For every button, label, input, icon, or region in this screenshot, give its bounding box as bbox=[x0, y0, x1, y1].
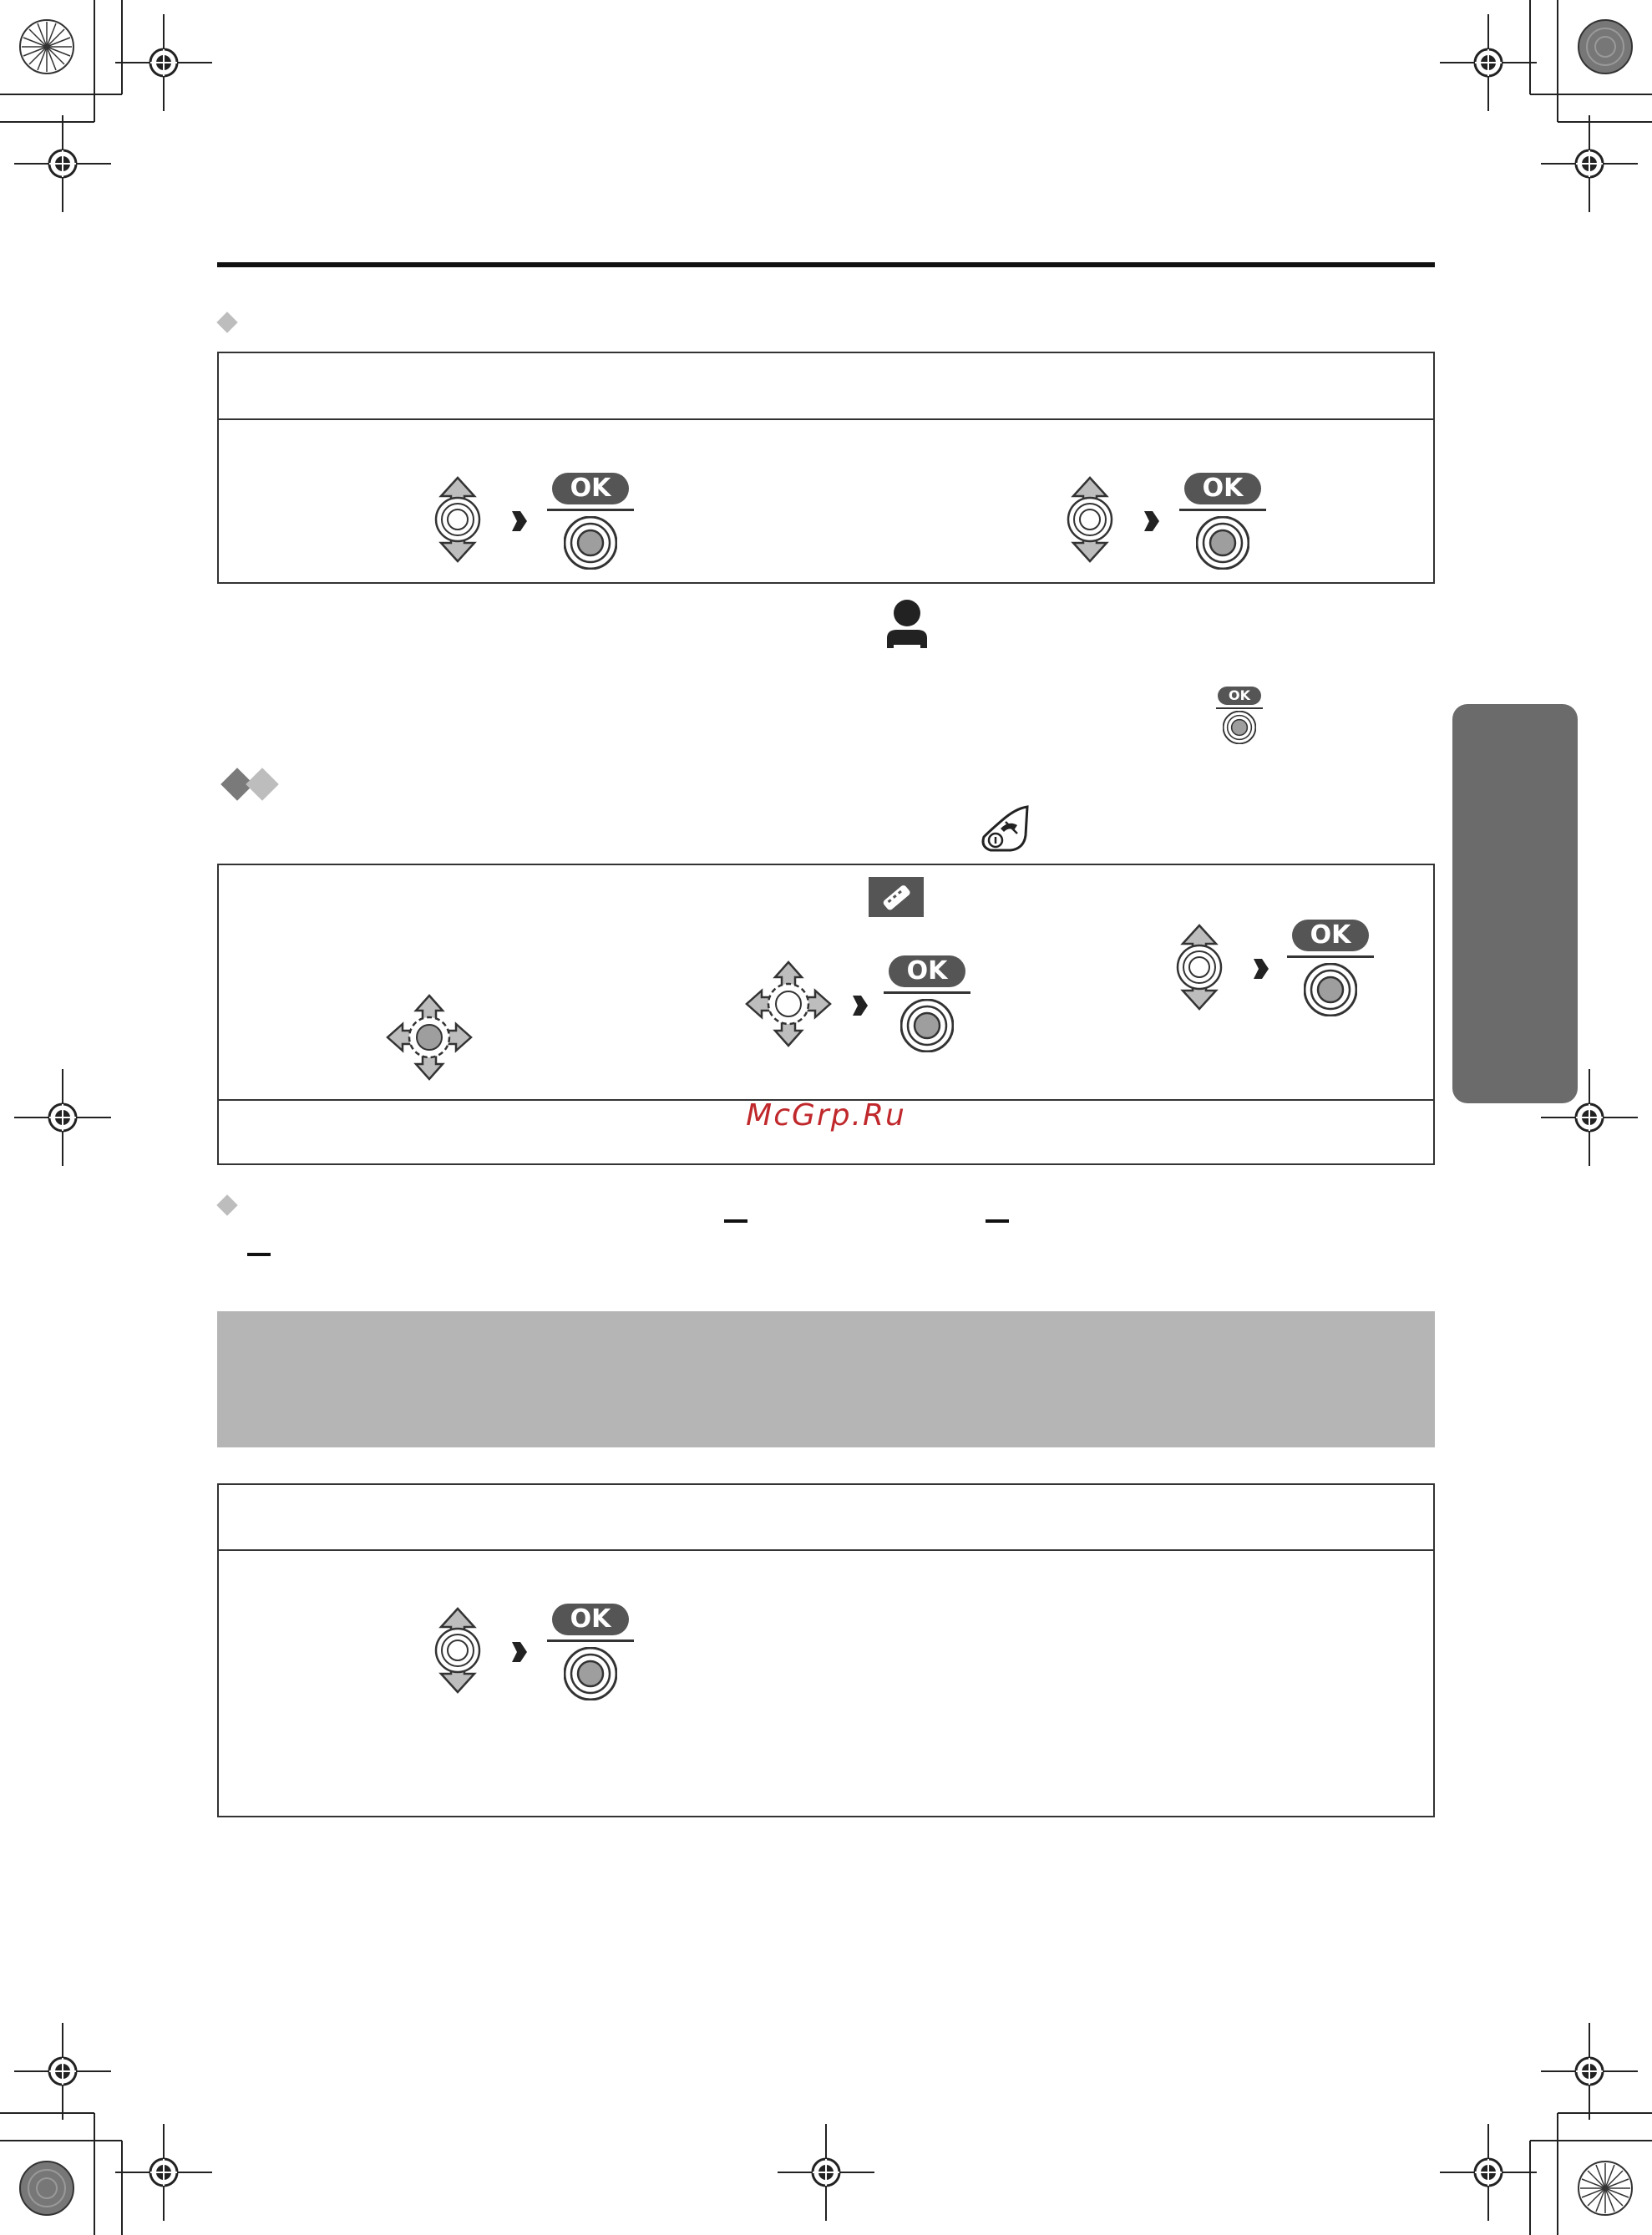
ok-label: OK bbox=[552, 1604, 629, 1635]
ok-key-group bbox=[547, 1604, 639, 1704]
underscore-mark bbox=[724, 1219, 747, 1223]
ok-small-label: OK bbox=[1218, 687, 1261, 705]
arrow-right-icon bbox=[510, 508, 530, 535]
ok-label: OK bbox=[1292, 920, 1369, 951]
ok-underline bbox=[1287, 955, 1374, 958]
ok-button-icon bbox=[1304, 963, 1357, 1016]
ok-underline bbox=[884, 991, 970, 994]
ok-key-group bbox=[547, 473, 639, 573]
small-ok-key-group bbox=[1216, 687, 1266, 745]
procedure-box-1-header-rule bbox=[219, 418, 1433, 420]
ok-underline bbox=[1179, 509, 1266, 511]
arrow-right-icon bbox=[1143, 508, 1163, 535]
procedure-box-3 bbox=[217, 1483, 1435, 1817]
ok-button-icon bbox=[900, 999, 954, 1052]
up-down-navigator-icon bbox=[428, 476, 491, 565]
ok-key-group bbox=[1287, 920, 1379, 1020]
ok-underline bbox=[547, 1640, 634, 1642]
watermark-text: McGrp.Ru bbox=[746, 1098, 906, 1133]
ok-key-group bbox=[1179, 473, 1271, 573]
underscore-mark bbox=[247, 1253, 271, 1256]
ok-label: OK bbox=[889, 955, 965, 987]
ok-small-underline bbox=[1216, 707, 1263, 709]
person-icon bbox=[884, 598, 930, 648]
ok-label: OK bbox=[1184, 473, 1261, 504]
four-way-navigator-icon bbox=[386, 994, 474, 1082]
ok-button-small-icon bbox=[1223, 711, 1256, 744]
handset-display-icon bbox=[869, 877, 924, 917]
ok-key-group bbox=[884, 955, 975, 1056]
off-hook-key-icon bbox=[977, 800, 1031, 854]
underscore-mark bbox=[986, 1219, 1009, 1223]
ok-button-icon bbox=[1196, 516, 1249, 570]
arrow-right-icon bbox=[851, 992, 871, 1019]
arrow-right-icon bbox=[1252, 955, 1272, 982]
section-heading-band bbox=[217, 1311, 1435, 1447]
header-rule bbox=[217, 262, 1435, 267]
up-down-navigator-icon bbox=[428, 1607, 491, 1695]
up-down-navigator-icon bbox=[1060, 476, 1123, 565]
four-way-navigator-icon bbox=[745, 960, 834, 1049]
up-down-navigator-icon bbox=[1169, 924, 1233, 1012]
arrow-right-icon bbox=[510, 1639, 530, 1665]
ok-label: OK bbox=[552, 473, 629, 504]
chapter-side-tab bbox=[1452, 704, 1578, 1103]
ok-button-icon bbox=[564, 516, 617, 570]
procedure-box-3-header-rule bbox=[219, 1549, 1433, 1551]
ok-button-icon bbox=[564, 1647, 617, 1700]
ok-underline bbox=[547, 509, 634, 511]
